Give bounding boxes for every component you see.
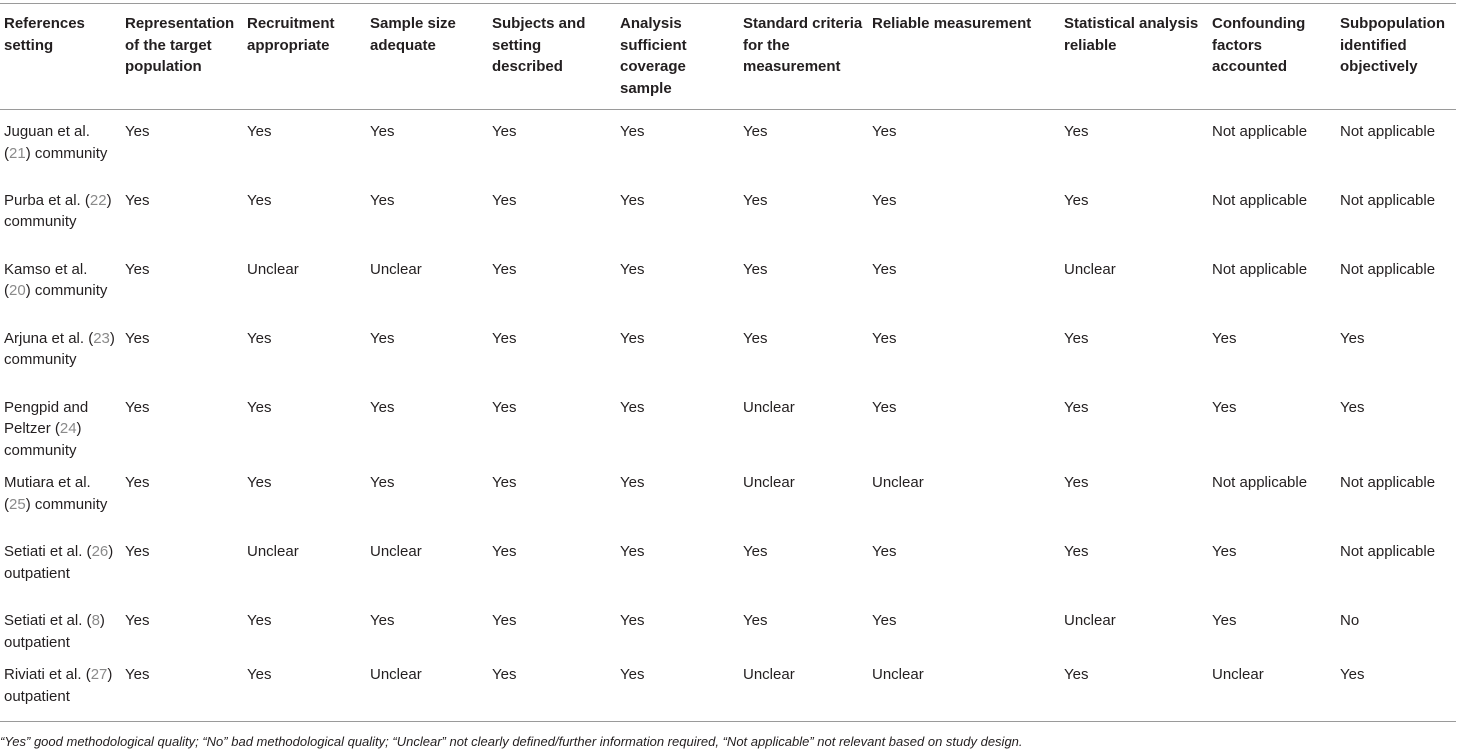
assessment-cell: Unclear [743, 666, 795, 684]
assessment-cell: Yes [872, 123, 897, 140]
assessment-cell: Yes [743, 543, 768, 561]
author-name: Juguan et al. [4, 123, 90, 140]
reference-cell: Purba et al. (22) community [4, 191, 112, 231]
assessment-cell: Yes [247, 612, 272, 630]
column-header: Analysis sufficient coverage sample [620, 15, 687, 97]
study-setting: community [34, 495, 108, 513]
assessment-cell: Unclear [370, 666, 422, 684]
column-header: Recruitment appropriate [247, 15, 335, 54]
assessment-cell: Yes [247, 329, 272, 347]
table-body [0, 110, 1456, 722]
assessment-cell: Yes [743, 612, 768, 630]
author-name: Riviati et al. [4, 666, 82, 684]
assessment-cell: Yes [492, 398, 517, 416]
assessment-cell: Yes [1064, 666, 1089, 684]
assessment-cell: Not applicable [1212, 474, 1308, 492]
assessment-cell: Yes [743, 329, 768, 347]
assessment-cell: Yes [247, 123, 272, 140]
column-header: Statistical analysis reliable [1064, 15, 1199, 54]
assessment-cell: Not applicable [1340, 474, 1436, 492]
author-name: Mutiara et al. [4, 474, 91, 492]
assessment-cell: Yes [125, 398, 150, 416]
author-name: Purba et al. [4, 191, 81, 209]
column-header: Subjects and setting described [492, 15, 586, 76]
table-row [0, 653, 1456, 721]
assessment-cell: Yes [872, 612, 897, 630]
assessment-cell: Unclear [1064, 612, 1116, 630]
reference-link[interactable]: 23 [93, 329, 110, 347]
column-header: Confounding factors accounted [1212, 15, 1306, 76]
assessment-cell: Not applicable [1212, 191, 1308, 209]
assessment-cell: Unclear [247, 260, 299, 278]
study-setting: community [34, 282, 108, 300]
quality-assessment-table [0, 3, 1456, 722]
assessment-cell: Unclear [370, 543, 422, 561]
reference-link[interactable]: 8 [91, 612, 100, 630]
assessment-cell: Yes [872, 260, 897, 278]
reference-cell: Pengpid and Peltzer (24) community [4, 398, 89, 459]
assessment-cell: Yes [620, 474, 645, 492]
assessment-cell: Yes [1340, 329, 1365, 347]
table-row [0, 179, 1456, 248]
assessment-cell: Yes [125, 474, 150, 492]
assessment-cell: Yes [370, 123, 395, 140]
assessment-cell: Yes [492, 329, 517, 347]
header-row [0, 4, 1456, 110]
author-name: Setiati et al. [4, 543, 83, 561]
author-name: Setiati et al. [4, 612, 83, 630]
reference-link[interactable]: 25 [9, 495, 26, 513]
assessment-cell: Unclear [247, 543, 299, 561]
study-setting: community [4, 441, 77, 459]
assessment-cell: Yes [125, 612, 150, 630]
table-row [0, 461, 1456, 530]
assessment-cell: Yes [743, 260, 768, 278]
assessment-cell: Unclear [1212, 666, 1264, 684]
assessment-cell: Yes [125, 191, 150, 209]
assessment-cell: Yes [1212, 543, 1237, 561]
assessment-cell: Yes [370, 398, 395, 416]
column-header: Subpopulation identified objectively [1340, 15, 1445, 76]
assessment-cell: Not applicable [1340, 543, 1436, 561]
assessment-cell: Yes [247, 666, 272, 684]
assessment-cell: Yes [1064, 191, 1089, 209]
table-row [0, 110, 1456, 179]
assessment-cell: Yes [492, 123, 517, 140]
assessment-cell: Yes [620, 123, 645, 140]
assessment-cell: Yes [620, 666, 645, 684]
assessment-cell: Yes [620, 398, 645, 416]
assessment-cell: Yes [872, 543, 897, 561]
assessment-cell: Yes [620, 191, 645, 209]
reference-cell: Mutiara et al. (25) community [4, 474, 108, 513]
assessment-cell: Not applicable [1212, 123, 1308, 140]
assessment-cell: Yes [125, 329, 150, 347]
assessment-cell: Yes [1064, 398, 1089, 416]
reference-cell: Arjuna et al. (23) community [4, 329, 115, 369]
assessment-cell: Yes [492, 666, 517, 684]
assessment-cell: Yes [492, 612, 517, 630]
assessment-cell: Yes [1340, 666, 1365, 684]
assessment-cell: Not applicable [1340, 191, 1436, 209]
study-setting: community [34, 144, 108, 162]
reference-cell: Juguan et al. (21) community [4, 123, 108, 162]
column-header: References setting [4, 15, 85, 54]
assessment-cell: Yes [1064, 329, 1089, 347]
column-header: Sample size adequate [370, 15, 456, 54]
assessment-cell: Yes [247, 474, 272, 492]
assessment-cell: Yes [620, 329, 645, 347]
author-name: Pengpid and Peltzer [4, 398, 89, 438]
assessment-cell: Unclear [370, 260, 422, 278]
assessment-cell: Not applicable [1340, 260, 1436, 278]
assessment-cell: Not applicable [1340, 123, 1436, 140]
table-row [0, 317, 1456, 386]
table-header [0, 4, 1456, 110]
assessment-cell: Yes [492, 474, 517, 492]
reference-cell: Riviati et al. (27) outpatient [4, 666, 113, 706]
table-footnote: “Yes” good methodological quality; “No” bad methodological quality; “Unclear” not clearly defined/further information required, “Not applicable” not relevant based on study design. [0, 734, 1023, 749]
assessment-cell: Yes [1212, 329, 1237, 347]
author-name: Arjuna et al. [4, 329, 85, 347]
table-row [0, 248, 1456, 317]
reference-link[interactable]: 22 [89, 191, 107, 209]
assessment-cell: Yes [492, 543, 517, 561]
assessment-cell: Yes [872, 191, 897, 209]
table-row [0, 599, 1456, 653]
assessment-cell: Yes [370, 191, 395, 209]
assessment-cell: Not applicable [1212, 260, 1308, 278]
assessment-cell: Yes [620, 543, 645, 561]
reference-link[interactable]: 20 [9, 282, 26, 300]
table-row [0, 530, 1456, 599]
assessment-cell: No [1340, 612, 1360, 630]
assessment-cell: Unclear [743, 398, 795, 416]
reference-link[interactable]: 24 [59, 420, 77, 438]
assessment-cell: Yes [1340, 398, 1365, 416]
assessment-cell: Yes [247, 191, 272, 209]
study-setting: outpatient [4, 633, 70, 651]
assessment-cell: Yes [872, 398, 897, 416]
assessment-cell: Yes [620, 612, 645, 630]
reference-cell: Setiati et al. (26) outpatient [4, 543, 114, 582]
assessment-cell: Unclear [872, 666, 924, 684]
assessment-cell: Yes [872, 329, 897, 347]
assessment-cell: Unclear [1064, 260, 1116, 278]
assessment-cell: Yes [620, 260, 645, 278]
assessment-cell: Yes [743, 191, 768, 209]
assessment-cell: Unclear [743, 474, 795, 492]
assessment-cell: Unclear [872, 474, 924, 492]
reference-link[interactable]: 27 [90, 666, 108, 684]
assessment-cell: Yes [125, 260, 150, 278]
assessment-cell: Yes [1212, 398, 1237, 416]
assessment-cell: Yes [492, 191, 517, 209]
column-header: Standard criteria for the measurement [743, 15, 863, 76]
study-setting: outpatient [4, 564, 70, 582]
reference-link[interactable]: 21 [9, 144, 26, 162]
assessment-cell: Yes [370, 474, 395, 492]
column-header: Representation of the target population [125, 15, 235, 76]
assessment-cell: Yes [370, 612, 395, 630]
assessment-cell: Yes [125, 666, 150, 684]
assessment-cell: Yes [1064, 474, 1089, 492]
assessment-cell: Yes [743, 123, 768, 140]
study-setting: community [4, 213, 77, 231]
reference-cell: Setiati et al. (8) outpatient [4, 612, 105, 651]
assessment-cell: Yes [125, 543, 150, 561]
reference-cell: Kamso et al. (20) community [4, 260, 108, 300]
table-row [0, 386, 1456, 462]
assessment-cell: Yes [247, 398, 272, 416]
reference-link[interactable]: 26 [91, 543, 109, 561]
author-name: Kamso et al. [4, 260, 88, 278]
assessment-cell: Yes [492, 260, 517, 278]
assessment-cell: Yes [125, 123, 150, 140]
assessment-cell: Yes [1064, 543, 1089, 561]
assessment-cell: Yes [370, 329, 395, 347]
assessment-cell: Yes [1064, 123, 1089, 140]
study-setting: outpatient [4, 688, 70, 706]
column-header: Reliable measurement [872, 15, 1032, 32]
assessment-cell: Yes [1212, 612, 1237, 630]
study-setting: community [4, 351, 77, 369]
